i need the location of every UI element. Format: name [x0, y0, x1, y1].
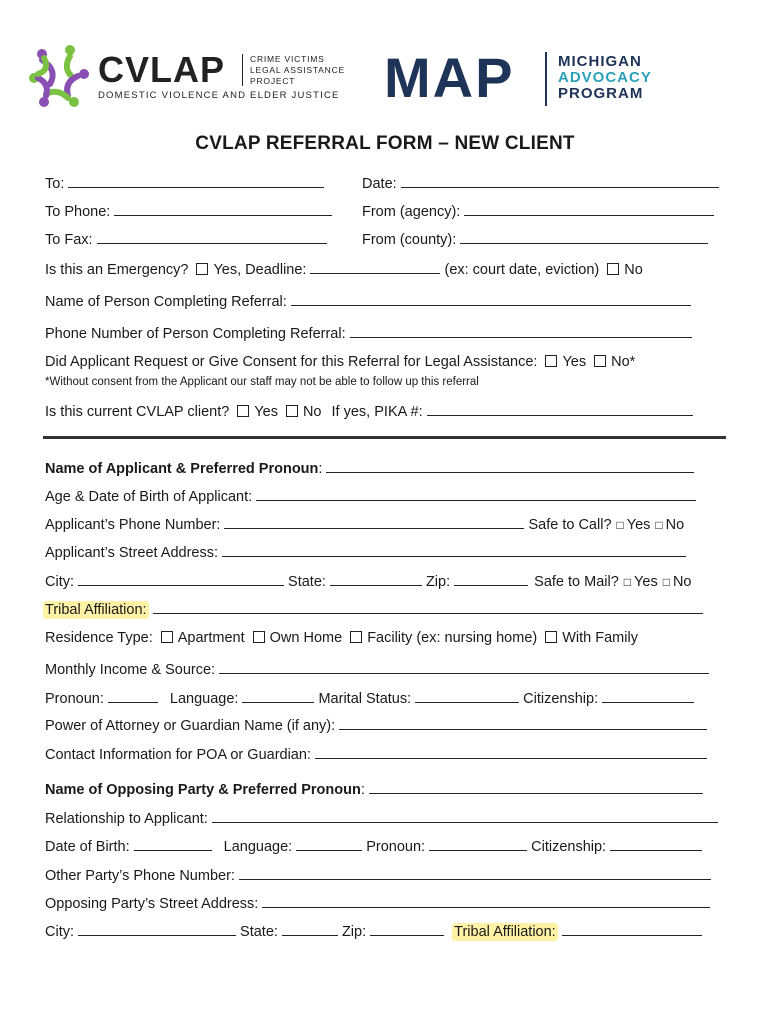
applicant-tribal-row [43, 598, 703, 618]
consent-no-label: No* [611, 354, 636, 370]
opposing-street-row [45, 892, 710, 912]
opposing-pronoun-field[interactable] [429, 835, 527, 851]
date-label: Date: [362, 176, 397, 192]
map-logo [384, 48, 684, 110]
emergency-yes-checkbox[interactable] [196, 263, 208, 275]
person-completing-label: Name of Person Completing Referral: [45, 294, 287, 310]
consent-yes-checkbox[interactable] [545, 355, 557, 367]
opposing-phone-field[interactable] [239, 864, 711, 880]
safe-call-no-label: No [665, 517, 685, 533]
to-row [45, 172, 324, 192]
consent-note: *Without consent from the Applicant our staff may not be able to follow up this referral [45, 376, 479, 388]
applicant-citizenship-field[interactable] [602, 687, 694, 703]
marital-label: Marital Status: [318, 691, 412, 707]
cvlap-divider [242, 54, 243, 86]
applicant-street-field[interactable] [222, 541, 686, 557]
opposing-citizenship-field[interactable] [610, 835, 702, 851]
opposing-language-field[interactable] [296, 835, 362, 851]
person-completing-row [45, 290, 691, 310]
own-home-checkbox[interactable] [253, 631, 265, 643]
applicant-city-row [45, 570, 692, 590]
emergency-yes-label: Yes, Deadline: [213, 262, 307, 278]
applicant-name-row [45, 457, 694, 477]
opposing-language-label: Language: [223, 839, 293, 855]
applicant-street-label: Applicant’s Street Address: [45, 545, 219, 561]
emergency-row [45, 258, 643, 278]
applicant-language-field[interactable] [242, 687, 314, 703]
applicant-city-field[interactable] [78, 570, 284, 586]
from-agency-row [362, 200, 714, 220]
opposing-tribal-label: Tribal Affiliation: [454, 924, 556, 940]
opposing-phone-row [45, 864, 711, 884]
emergency-question: Is this an Emergency? [45, 262, 189, 278]
emergency-no-label: No [624, 262, 643, 278]
to-phone-field[interactable] [114, 200, 332, 216]
applicant-age-label: Age & Date of Birth of Applicant: [45, 489, 253, 505]
to-fax-row [45, 228, 327, 248]
to-fax-field[interactable] [97, 228, 327, 244]
opposing-citizenship-label: Citizenship: [531, 839, 607, 855]
opposing-street-label: Opposing Party’s Street Address: [45, 896, 259, 912]
applicant-tribal-field[interactable] [153, 598, 703, 614]
opposing-name-row [45, 778, 703, 798]
from-agency-label: From (agency): [362, 204, 461, 220]
opposing-demographics-row [45, 835, 702, 855]
applicant-phone-field[interactable] [224, 513, 524, 529]
safe-call-no-checkbox[interactable]: □ [655, 518, 663, 532]
residence-row [45, 628, 638, 648]
poa-label: Power of Attorney or Guardian Name (if any): [45, 718, 336, 734]
opposing-state-field[interactable] [282, 920, 338, 936]
consent-no-checkbox[interactable] [594, 355, 606, 367]
applicant-name-colon: : [318, 461, 323, 477]
cvlap-sub-3: PROJECT [250, 76, 296, 86]
poa-contact-label: Contact Information for POA or Guardian: [45, 747, 311, 763]
safe-mail-no-checkbox[interactable]: □ [662, 575, 670, 589]
applicant-age-row [45, 485, 696, 505]
opposing-city-field[interactable] [78, 920, 236, 936]
cvlap-name: CVLAP [98, 49, 226, 90]
date-row [362, 172, 719, 192]
from-county-field[interactable] [460, 228, 708, 244]
person-completing-field[interactable] [291, 290, 691, 306]
emergency-example: (ex: court date, eviction) [444, 262, 600, 278]
opposing-street-field[interactable] [262, 892, 710, 908]
opposing-tribal-field[interactable] [562, 920, 702, 936]
map-sub-1: MICHIGAN [558, 53, 642, 70]
phone-completing-label: Phone Number of Person Completing Referral: [45, 326, 346, 342]
cvlap-logo [28, 44, 358, 110]
with-family-label: With Family [562, 630, 638, 646]
pika-label: If yes, PIKA #: [331, 404, 423, 420]
cvlap-tagline: DOMESTIC VIOLENCE AND ELDER JUSTICE [98, 90, 340, 101]
income-field[interactable] [219, 658, 709, 674]
applicant-citizenship-label: Citizenship: [523, 691, 599, 707]
poa-field[interactable] [339, 714, 707, 730]
from-county-label: From (county): [362, 232, 457, 248]
safe-mail-yes-label: Yes [634, 574, 658, 590]
current-client-no-label: No [302, 404, 322, 420]
residence-label: Residence Type: [45, 630, 153, 646]
cvlap-sub-2: LEGAL ASSISTANCE [250, 65, 345, 75]
current-client-yes-checkbox[interactable] [237, 405, 249, 417]
to-field[interactable] [68, 172, 324, 188]
safe-call-yes-label: Yes [626, 517, 651, 533]
opposing-name-field[interactable] [369, 778, 703, 794]
pika-field[interactable] [427, 400, 693, 416]
current-client-question: Is this current CVLAP client? [45, 404, 230, 420]
poa-contact-row [45, 743, 707, 763]
phone-completing-row [45, 322, 692, 342]
applicant-city-label: City: [45, 574, 74, 590]
applicant-name-field[interactable] [326, 457, 694, 473]
safe-call-label: Safe to Call? [528, 517, 612, 533]
emergency-no-checkbox[interactable] [607, 263, 619, 275]
current-client-yes-label: Yes [254, 404, 278, 420]
map-sub-3: PROGRAM [558, 85, 644, 102]
map-sub-2: ADVOCACY [558, 69, 652, 86]
map-name: MAP [384, 46, 515, 109]
apartment-label: Apartment [177, 630, 245, 646]
current-client-no-checkbox[interactable] [286, 405, 298, 417]
apartment-checkbox[interactable] [161, 631, 173, 643]
opposing-dob-field[interactable] [134, 835, 212, 851]
relationship-label: Relationship to Applicant: [45, 811, 208, 827]
safe-call-yes-checkbox[interactable]: □ [616, 518, 624, 532]
map-divider [545, 52, 547, 106]
consent-yes-label: Yes [562, 354, 587, 370]
facility-label: Facility (ex: nursing home) [367, 630, 538, 646]
page-title: CVLAP REFERRAL FORM – NEW CLIENT [195, 133, 575, 154]
applicant-phone-row [45, 513, 684, 533]
applicant-zip-field[interactable] [454, 570, 528, 586]
opposing-phone-label: Other Party’s Phone Number: [45, 868, 235, 884]
income-row [45, 658, 709, 678]
safe-mail-label: Safe to Mail? [534, 574, 619, 590]
applicant-language-label: Language: [169, 691, 239, 707]
applicant-state-label: State: [288, 574, 326, 590]
applicant-state-field[interactable] [330, 570, 422, 586]
phone-completing-field[interactable] [350, 322, 692, 338]
applicant-pronoun-label: Pronoun: [45, 691, 104, 707]
opposing-zip-label: Zip: [341, 924, 367, 940]
applicant-pronoun-field[interactable] [108, 687, 158, 703]
poa-contact-field[interactable] [315, 743, 707, 759]
safe-mail-yes-checkbox[interactable]: □ [623, 575, 632, 589]
relationship-field[interactable] [212, 807, 718, 823]
opposing-name-label: Name of Opposing Party & Preferred Pronoun [45, 782, 361, 798]
date-field[interactable] [401, 172, 719, 188]
applicant-age-field[interactable] [256, 485, 696, 501]
safe-mail-no-label: No [672, 574, 692, 590]
opposing-dob-label: Date of Birth: [45, 839, 130, 855]
applicant-tribal-label: Tribal Affiliation: [45, 602, 147, 618]
applicant-street-row [45, 541, 686, 561]
cvlap-emblem-icon [28, 44, 92, 110]
applicant-demographics-row [45, 687, 694, 707]
with-family-checkbox[interactable] [545, 631, 557, 643]
to-label: To: [45, 176, 65, 192]
applicant-zip-label: Zip: [425, 574, 451, 590]
deadline-field[interactable] [310, 258, 440, 274]
opposing-city-row [45, 920, 702, 940]
consent-row [45, 352, 635, 372]
poa-row [45, 714, 707, 734]
from-agency-field[interactable] [464, 200, 714, 216]
to-phone-row [45, 200, 332, 220]
current-client-row [45, 400, 693, 420]
opposing-state-label: State: [240, 924, 278, 940]
applicant-phone-label: Applicant’s Phone Number: [45, 517, 221, 533]
to-fax-label: To Fax: [45, 232, 93, 248]
opposing-pronoun-label: Pronoun: [366, 839, 426, 855]
applicant-name-label: Name of Applicant & Preferred Pronoun [45, 461, 319, 477]
opposing-zip-field[interactable] [370, 920, 444, 936]
facility-checkbox[interactable] [350, 631, 362, 643]
income-label: Monthly Income & Source: [45, 662, 216, 678]
own-home-label: Own Home [269, 630, 343, 646]
relationship-row [45, 807, 718, 827]
cvlap-sub-1: CRIME VICTIMS [250, 54, 325, 64]
from-county-row [362, 228, 708, 248]
to-phone-label: To Phone: [45, 204, 111, 220]
opposing-city-label: City: [45, 924, 74, 940]
section-divider [43, 436, 726, 439]
opposing-name-colon: : [360, 782, 365, 798]
marital-field[interactable] [415, 687, 519, 703]
consent-question: Did Applicant Request or Give Consent for this Referral for Legal Assistance: [45, 354, 538, 370]
